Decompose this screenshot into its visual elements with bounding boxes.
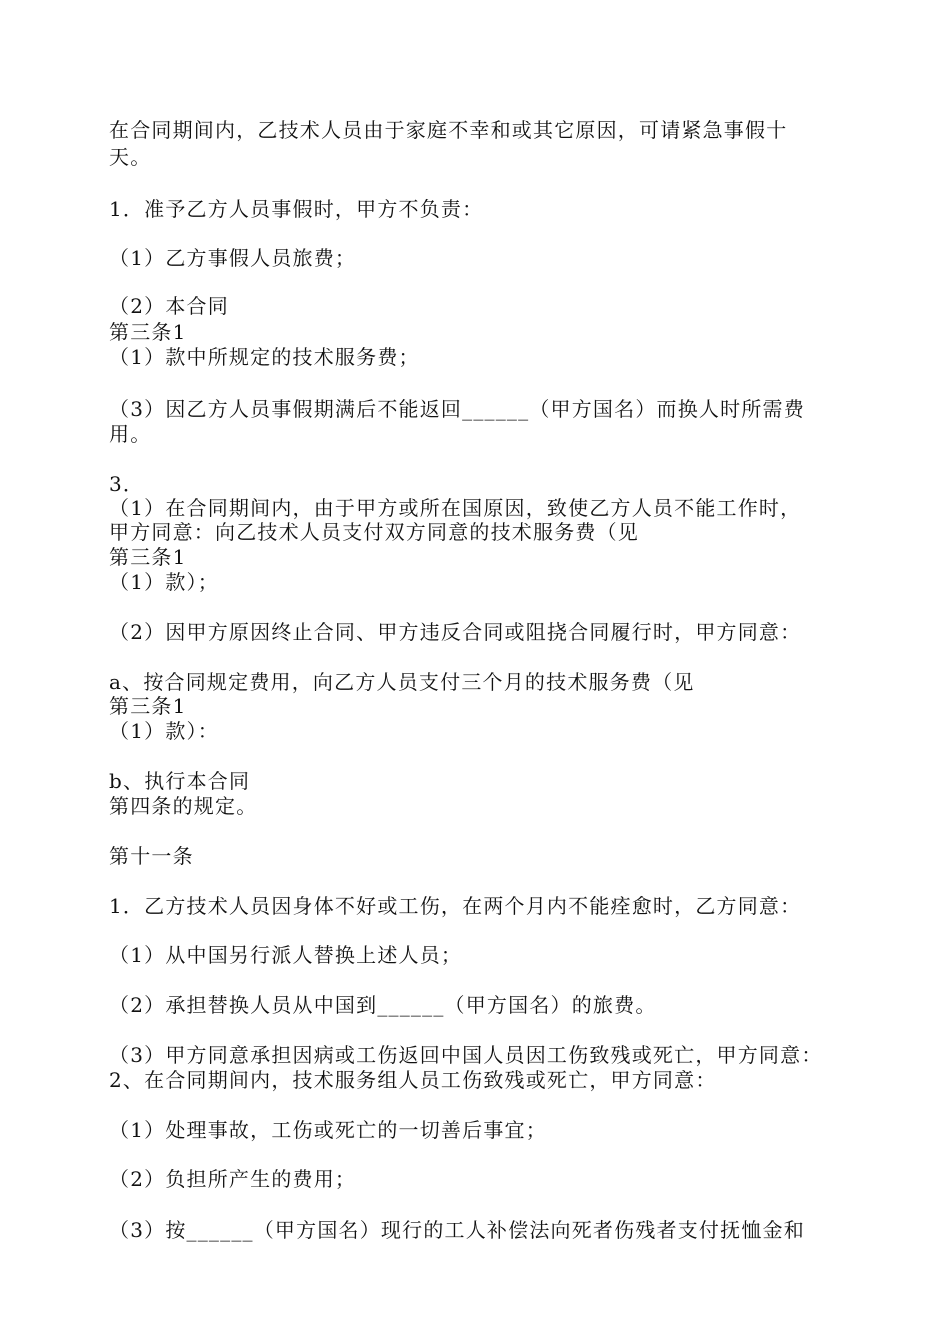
paragraph-line: b、执行本合同 [109, 769, 251, 793]
paragraph-line: （1）款）： [109, 719, 219, 743]
paragraph-line: （1）处理事故，工伤或死亡的一切善后事宜； [109, 1118, 547, 1142]
paragraph-line: （1）在合同期间内，由于甲方或所在国原因，致使乙方人员不能工作时， [109, 496, 802, 520]
paragraph-line: （3）因乙方人员事假期满后不能返回______（甲方国名）而换人时所需费 [109, 397, 805, 421]
paragraph-line: （2）因甲方原因终止合同、甲方违反合同或阻挠合同履行时，甲方同意： [109, 620, 802, 644]
paragraph-line: 1．乙方技术人员因身体不好或工伤，在两个月内不能痊愈时，乙方同意： [109, 894, 802, 918]
paragraph-line: 第三条1 [109, 545, 187, 569]
paragraph-line: 1．准予乙方人员事假时，甲方不负责： [109, 197, 484, 221]
paragraph-line: （1）乙方事假人员旅费； [109, 246, 357, 270]
section-heading: 第十一条 [109, 844, 194, 868]
paragraph-line: （2）负担所产生的费用； [109, 1167, 357, 1191]
paragraph-line: 在合同期间内，乙技术人员由于家庭不幸和或其它原因，可请紧急事假十 [109, 118, 788, 142]
paragraph-line: （3）按______（甲方国名）现行的工人补偿法向死者伤残者支付抚恤金和 [109, 1218, 805, 1242]
paragraph-line: （1）款中所规定的技术服务费； [109, 345, 420, 369]
paragraph-line: （1）款）； [109, 570, 219, 594]
paragraph-line: （2）承担替换人员从中国到______（甲方国名）的旅费。 [109, 993, 657, 1017]
paragraph-line: 3． [109, 472, 145, 496]
paragraph-line: 甲方同意：向乙技术人员支付双方同意的技术服务费（见 [109, 520, 639, 544]
paragraph-line: 2、在合同期间内，技术服务组人员工伤致残或死亡，甲方同意： [109, 1068, 717, 1092]
paragraph-line: （1）从中国另行派人替换上述人员； [109, 943, 463, 967]
paragraph-line: 用。 [109, 422, 152, 446]
paragraph-line: （2）本合同 [109, 294, 229, 318]
paragraph-line: （3）甲方同意承担因病或工伤返回中国人员因工伤致残或死亡，甲方同意： [109, 1043, 823, 1067]
paragraph-line: 第四条的规定。 [109, 794, 258, 818]
paragraph-line: 第三条1 [109, 320, 187, 344]
paragraph-line: a、按合同规定费用，向乙方人员支付三个月的技术服务费（见 [109, 670, 695, 694]
paragraph-line: 天。 [109, 145, 152, 169]
paragraph-line: 第三条1 [109, 694, 187, 718]
